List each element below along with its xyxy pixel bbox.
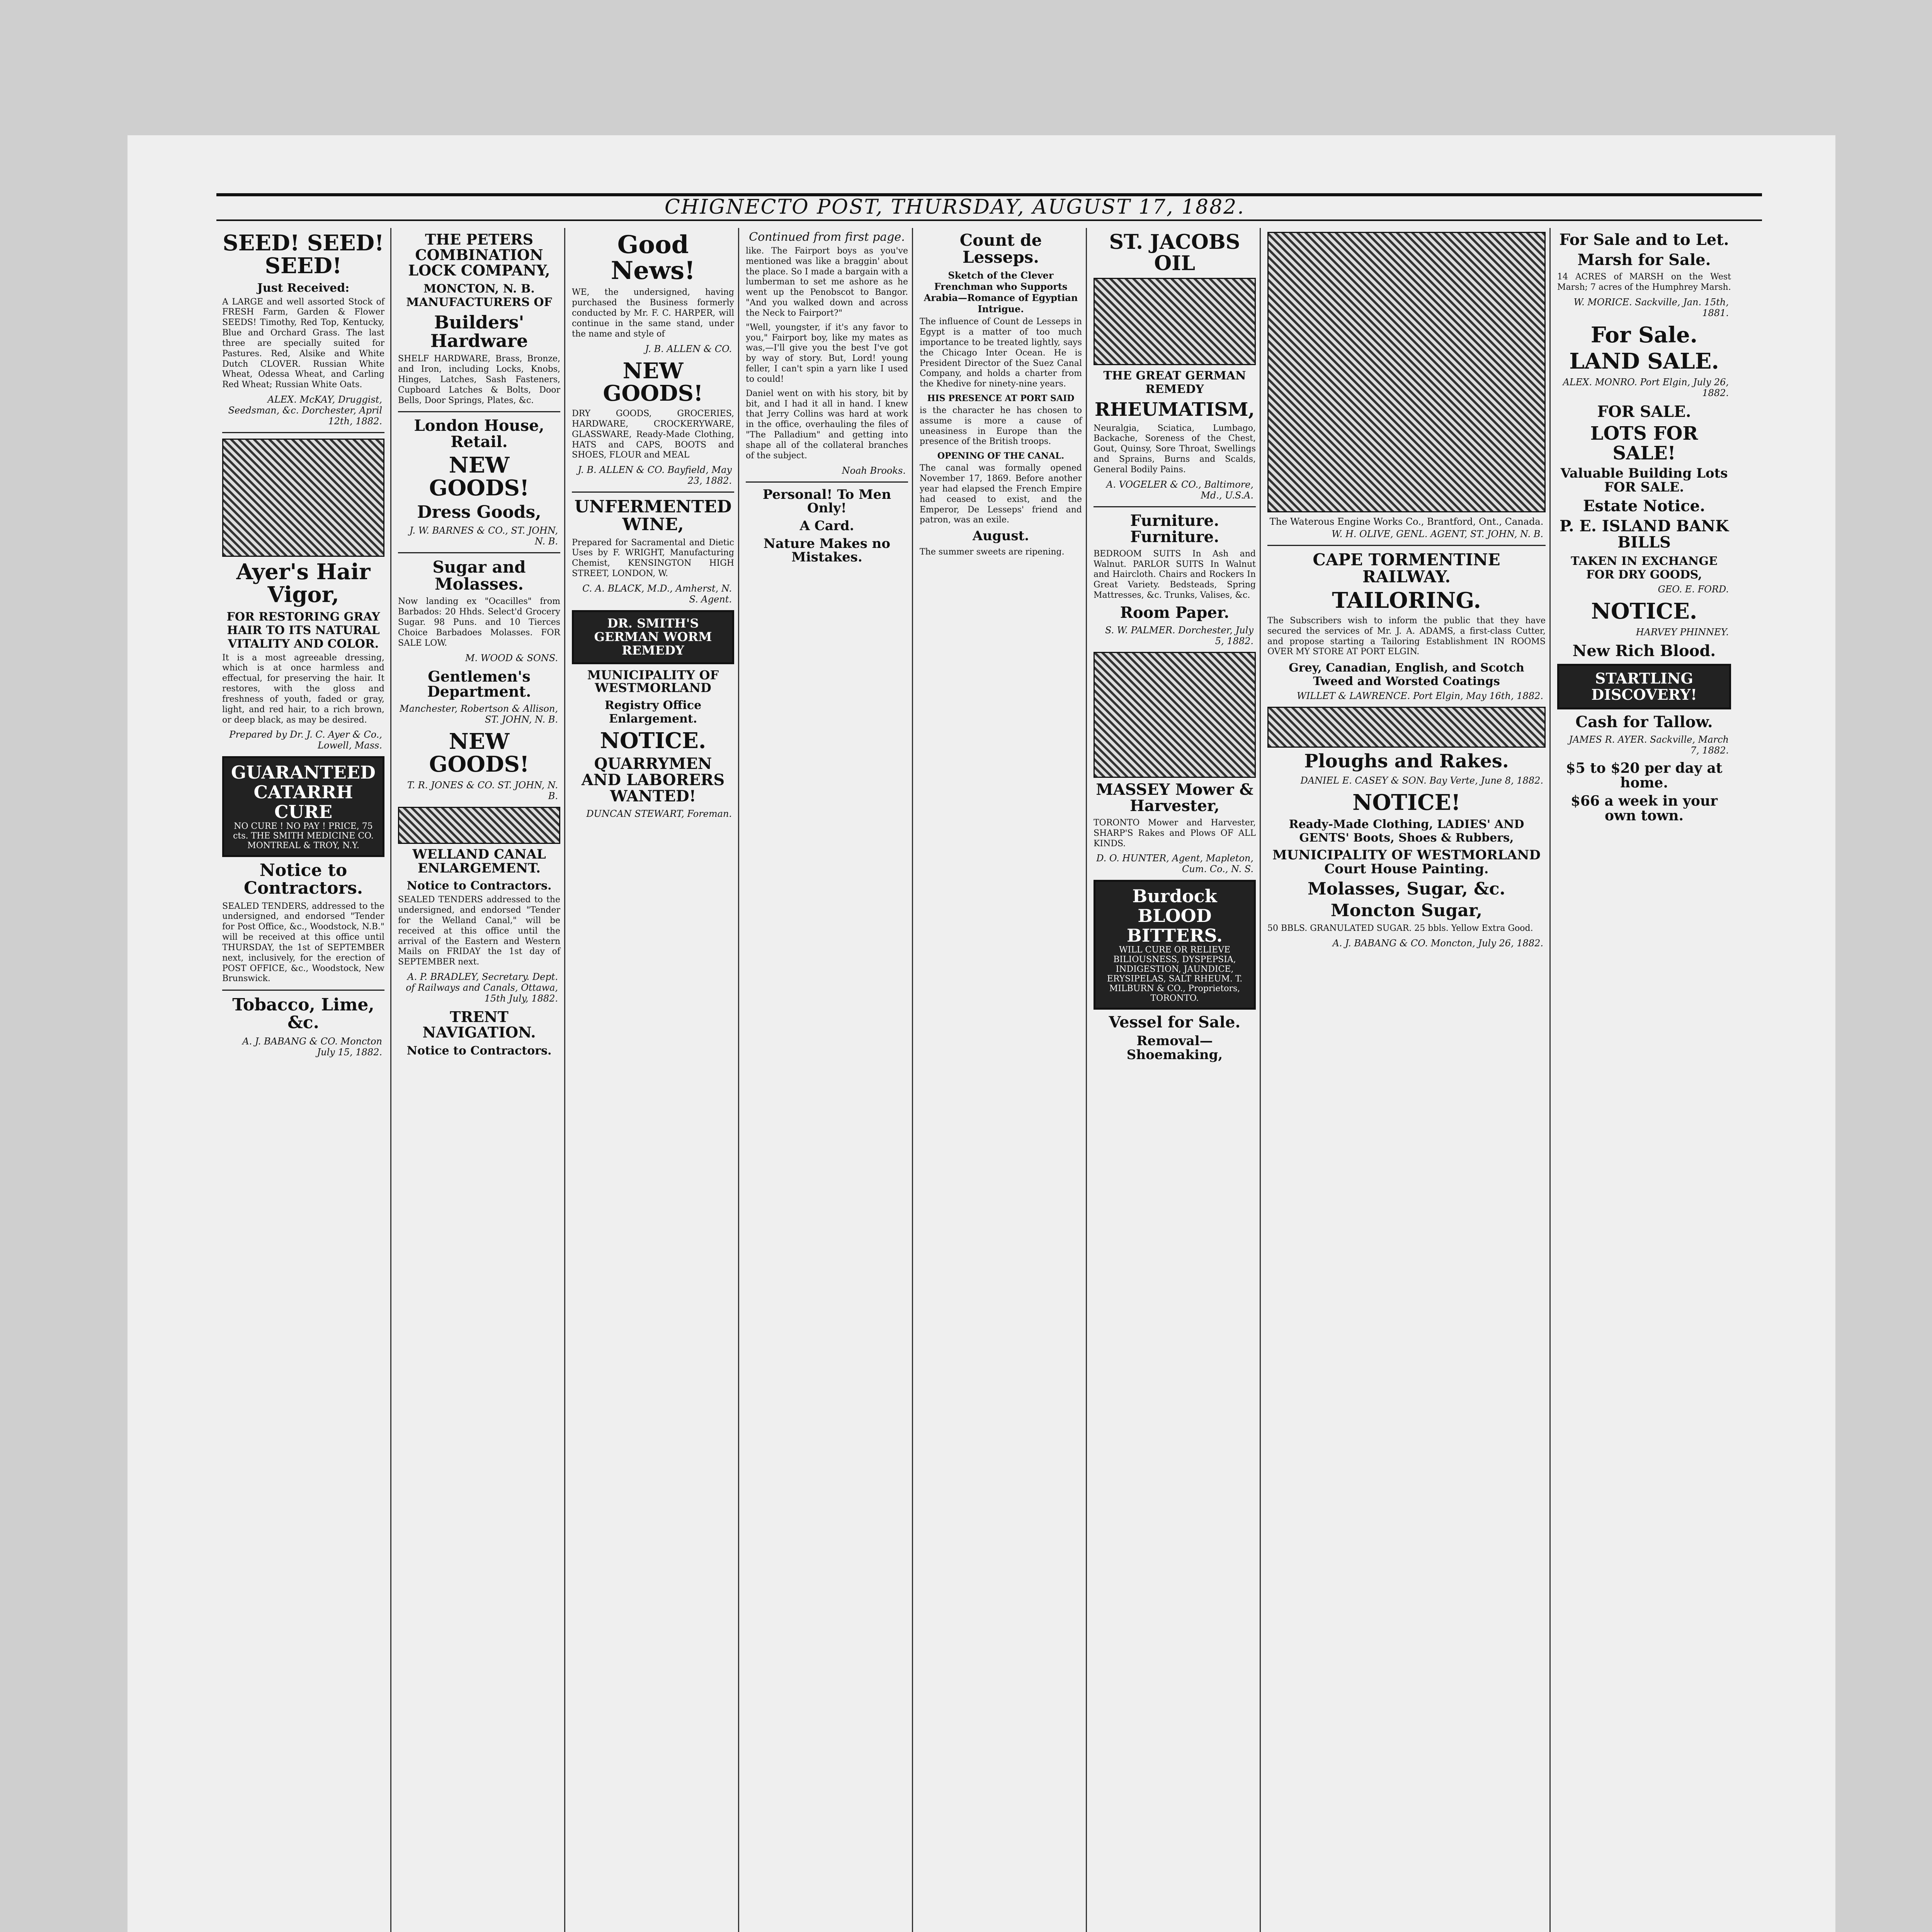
notice-headline: NOTICE! xyxy=(1352,789,1461,815)
sugar-molasses-headline: Sugar and Molasses. xyxy=(432,558,526,594)
column-rule xyxy=(390,228,391,1932)
continued-note: Continued from first page. xyxy=(749,230,905,244)
five-dollars-headline: $5 to $20 per day at home. xyxy=(1566,760,1723,791)
babang-signature: A. J. BABANG & CO. Moncton, July 26, 1882. xyxy=(1332,938,1543,949)
wine-body: Prepared for Sacramental and Dietic Uses by F. WRIGHT, Manufacturing Chemist, KENSINGTON HIGH STREET, LONDON, W. xyxy=(572,537,734,579)
column-rule xyxy=(912,228,913,1932)
catarrh-body: NO CURE ! NO PAY ! PRICE, 75 cts. THE SMITH MEDICINE CO. MONTREAL & TROY, N.Y. xyxy=(233,821,374,851)
burdock-body: WILL CURE OR RELIEVE BILIOUSNESS, DYSPEPSIA, INDIGESTION, JAUNDICE, ERYSIPELAS, SALT RHEUM. T. MILBURN & CO., Proprietors, TORONTO. xyxy=(1107,945,1243,1003)
lesseps-headline: Count de Lesseps. xyxy=(959,231,1042,267)
morice-signature: W. MORICE. Sackville, Jan. 15th, 1881. xyxy=(1573,296,1729,318)
dress-goods-headline: Dress Goods, xyxy=(417,502,541,522)
worm-remedy-ad xyxy=(572,610,734,664)
monro-signature: ALEX. MONRO. Port Elgin, July 26, 1882. xyxy=(1563,377,1729,399)
pei-bank-headline: P. E. ISLAND BANK BILLS xyxy=(1560,517,1729,552)
divider xyxy=(746,481,908,483)
divider xyxy=(222,990,384,991)
woman-portrait-image xyxy=(222,439,384,557)
ford-signature: GEO. E. FORD. xyxy=(1658,584,1729,595)
massey-body: TORONTO Mower and Harvester, SHARP'S Rakes and Plows OF ALL KINDS. xyxy=(1094,818,1256,849)
allen-goods-body: DRY GOODS, GROCERIES, HARDWARE, CROCKERYWARE, GLASSWARE, Ready-Made Clothing, HATS and CAPS, BOOTS and SHOES, FLOUR and MEAL xyxy=(572,409,734,460)
fire-engine-illustration-image xyxy=(1267,232,1546,512)
story-paragraph-1: like. The Fairport boys as you've mentioned was like a braggin' about the place. So I made a bargain with a lumberman to set me ashore as he went up the Penobscot to Bangor. "And you walked down and across the Neck to Fairport?" xyxy=(746,246,908,318)
court-house-headline: MUNICIPALITY OF WESTMORLAND Court House Painting. xyxy=(1272,847,1541,877)
lock-company-body: SHELF HARDWARE, Brass, Bronze, and Iron, including Locks, Knobs, Hinges, Latches, Sash Fasteners, Cupboard Latches & Bolts, Door Bells, Door Springs, Plates, &c. xyxy=(398,354,560,405)
removal-headline: Removal—Shoemaking, xyxy=(1126,1033,1223,1063)
trent-headline: TRENT NAVIGATION. xyxy=(422,1008,536,1041)
furniture-body: BEDROOM SUITS In Ash and Walnut. PARLOR SUITS In Walnut and Haircloth. Chairs and Rockers In Great Variety. Bedsteads, Spring Mattresses, &c. Trunks, Valises, &c. xyxy=(1094,549,1256,600)
building-lots-headline: Valuable Building Lots FOR SALE. xyxy=(1560,466,1728,495)
catarrh-title: GUARANTEED CATARRH CURE xyxy=(231,762,376,822)
welland-subhead: Notice to Contractors. xyxy=(406,879,552,893)
startling-title: STARTLING DISCOVERY! xyxy=(1591,670,1697,703)
clothing-subhead: Ready-Made Clothing, LADIES' AND GENTS' Boots, Shoes & Rubbers, xyxy=(1289,818,1524,845)
marsh-body: 14 ACRES of MARSH on the West Marsh; 7 acres of the Humphrey Marsh. xyxy=(1557,272,1731,292)
allen-signature: J. B. ALLEN & CO. xyxy=(645,343,732,354)
card-headline: A Card. xyxy=(799,518,854,534)
for-sale-headline: For Sale. xyxy=(1590,322,1698,348)
seed-signature: ALEX. McKAY, Druggist, Seedsman, &c. Dorchester, April 12th, 1882. xyxy=(228,394,382,427)
masthead-title: CHIGNECTO POST, THURSDAY, AUGUST 17, 1882. xyxy=(665,196,1245,219)
willet-signature: WILLET & LAWRENCE. Port Elgin, May 16th, 1882. xyxy=(1297,690,1543,702)
waterous-caption: The Waterous Engine Works Co., Brantford, Ont., Canada. xyxy=(1269,516,1544,527)
for-sale-headline-2: FOR SALE. xyxy=(1597,403,1691,421)
canal-engraving-image xyxy=(398,807,560,844)
german-remedy-subhead: THE GREAT GERMAN REMEDY xyxy=(1103,369,1246,396)
marsh-headline: Marsh for Sale. xyxy=(1577,251,1711,269)
lock-company-headline: THE PETERS COMBINATION LOCK COMPANY, xyxy=(408,231,550,279)
column-rule xyxy=(1260,228,1261,1932)
column-5 xyxy=(916,228,1086,1932)
map-illustration-image xyxy=(1094,652,1256,778)
ayer-signature: JAMES R. AYER. Sackville, March 7, 1882. xyxy=(1569,734,1729,756)
furniture-headline: Furniture. Furniture. xyxy=(1130,511,1219,546)
august-headline: August. xyxy=(972,528,1029,544)
for-sale-let-headline: For Sale and to Let. xyxy=(1559,231,1729,249)
moncton-sugar-headline: Moncton Sugar, xyxy=(1330,901,1483,921)
tallow-headline: Cash for Tallow. xyxy=(1575,713,1713,731)
seed-headline: SEED! SEED! SEED! xyxy=(223,230,384,279)
massey-headline: MASSEY Mower & Harvester, xyxy=(1096,780,1253,815)
good-news-headline: Good News! xyxy=(611,230,696,286)
tobacco-headline: Tobacco, Lime, &c. xyxy=(232,995,374,1033)
column-3 xyxy=(568,228,738,1932)
trent-subhead: Notice to Contractors. xyxy=(406,1044,552,1058)
lots-headline: LOTS FOR SALE! xyxy=(1590,423,1698,464)
new-goods-headline: NEW GOODS! xyxy=(603,358,703,406)
seed-subhead: Just Received: xyxy=(257,281,350,295)
masthead xyxy=(216,193,1762,221)
room-paper-headline: Room Paper. xyxy=(1120,603,1230,622)
burdock-title: Burdock BLOOD BITTERS. xyxy=(1126,886,1223,946)
port-said-subhead: HIS PRESENCE AT PORT SAID xyxy=(927,393,1075,403)
vessel-headline: Vessel for Sale. xyxy=(1109,1013,1241,1032)
personal-headline: Personal! To Men Only! xyxy=(762,486,891,516)
wood-signature: M. WOOD & SONS. xyxy=(465,652,558,663)
divider xyxy=(1267,545,1546,546)
new-goods-headline: NEW GOODS! xyxy=(429,729,529,777)
sixty-six-headline: $66 a week in your own town. xyxy=(1570,793,1718,824)
london-house-headline: London House, Retail. xyxy=(414,417,544,451)
moncton-sugar-body: 50 BBLS. GRANULATED SUGAR. 25 bbls. Yellow Extra Good. xyxy=(1267,923,1533,934)
jacobs-oil-headline: ST. JACOBS OIL xyxy=(1109,230,1240,275)
startling-discovery-ad xyxy=(1557,664,1731,709)
builders-hardware-headline: Builders' Hardware xyxy=(430,311,528,351)
welland-headline: WELLAND CANAL ENLARGEMENT. xyxy=(412,846,546,876)
column-rule xyxy=(564,228,565,1932)
nature-headline: Nature Makes no Mistakes. xyxy=(763,536,891,565)
allen-date-signature: J. B. ALLEN & CO. Bayfield, May 23, 1882. xyxy=(578,464,732,486)
hair-vigor-signature: Prepared by Dr. J. C. Ayer & Co., Lowell, Mass. xyxy=(229,729,382,751)
divider xyxy=(1094,506,1256,507)
column-4 xyxy=(742,228,912,1932)
divider xyxy=(398,552,560,553)
august-body: The summer sweets are ripening. xyxy=(920,547,1065,557)
hunter-signature: D. O. HUNTER, Agent, Mapleton, Cum. Co., N. S. xyxy=(1096,853,1253,875)
quarrymen-headline: QUARRYMEN AND LABORERS WANTED! xyxy=(581,755,725,806)
story-author: Noah Brooks. xyxy=(842,465,906,476)
wine-headline: UNFERMENTED WINE, xyxy=(574,497,732,535)
plough-illustration-image xyxy=(1267,707,1546,748)
molasses-headline: Molasses, Sugar, &c. xyxy=(1308,879,1505,899)
lesseps-subhead: Sketch of the Clever Frenchman who Supports Arabia—Romance of Egyptian Intrigue. xyxy=(923,270,1078,315)
rich-blood-headline: New Rich Blood. xyxy=(1572,642,1716,660)
lock-company-subhead: MONCTON, N. B. MANUFACTURERS OF xyxy=(406,282,552,309)
worm-remedy-title: DR. SMITH'S GERMAN WORM REMEDY xyxy=(594,616,712,658)
sugar-molasses-body: Now landing ex "Ocacilles" from Barbados: 20 Hhds. Select'd Grocery Sugar. 98 Puns. and 10 Tierces Choice Barbadoes Molasses. FOR SALE LOW. xyxy=(398,597,560,648)
contractors-headline: Notice to Contractors. xyxy=(243,861,363,898)
column-2 xyxy=(394,228,564,1932)
hair-vigor-headline: Ayer's Hair Vigor, xyxy=(236,559,371,607)
burdock-bitters-ad xyxy=(1094,880,1256,1010)
vogeler-signature: A. VOGELER & CO., Baltimore, Md., U.S.A. xyxy=(1106,479,1253,501)
tobacco-signature: A. J. BABANG & CO. Moncton July 15, 1882. xyxy=(242,1036,382,1058)
good-news-body: WE, the undersigned, having purchased the Business formerly conducted by Mr. F. C. HARPER, will continue in the same stand, under the name and style of xyxy=(572,287,734,339)
ploughs-headline: Ploughs and Rakes. xyxy=(1304,750,1509,772)
tailoring-headline: TAILORING. xyxy=(1332,588,1481,614)
gentlemens-headline: Gentlemen's Department. xyxy=(427,667,531,701)
tailoring-body: The Subscribers wish to inform the public that they have secured the services of Mr. J. A. ADAMS, a first-class Cutter, and propose starting a Tailoring Establishment IN ROOMS OVER MY STORE AT PORT ELGIN. xyxy=(1267,616,1546,657)
jones-signature: T. R. JONES & CO. ST. JOHN, N. B. xyxy=(407,779,558,801)
dry-goods-subhead: TAKEN IN EXCHANGE FOR DRY GOODS, xyxy=(1571,554,1718,582)
divider xyxy=(398,411,560,412)
palmer-signature: S. W. PALMER. Dorchester, July 5, 1882. xyxy=(1105,624,1253,646)
hair-vigor-body: It is a most agreeable dressing, which is at once harmless and effectual, for preserving the hair. It restores, with the gloss and freshness of youth, faded or gray, light, and red hair, to a rich brown, or deep black, as may be desired. xyxy=(222,653,384,725)
seed-body: A LARGE and well assorted Stock of FRESH Farm, Garden & Flower SEEDS! Timothy, Red Top, Kentucky, Blue and Orchard Grass. The last three are specially suited for Pastures. Red, Alsike and White Dutch CLOVER. Russian White Wheat, Odessa Wheat, and Carling Red Wheat; Russian White Oats. xyxy=(222,297,384,390)
column-rule xyxy=(1086,228,1087,1932)
phinney-signature: HARVEY PHINNEY. xyxy=(1636,627,1729,638)
hair-vigor-subhead: FOR RESTORING GRAY HAIR TO ITS NATURAL VITALITY AND COLOR. xyxy=(226,610,380,651)
rheumatism-headline: RHEUMATISM, xyxy=(1094,399,1255,421)
black-signature: C. A. BLACK, M.D., Amherst, N. S. Agent. xyxy=(582,583,732,605)
lesseps-body-2: is the character he has chosen to assume is more a cause of uneasiness in Europe than the presence of the British troops. xyxy=(920,405,1082,447)
divider xyxy=(572,492,734,493)
carriage-illustration-image xyxy=(1094,278,1256,365)
olive-signature: W. H. OLIVE, GENL. AGENT, ST. JOHN, N. B. xyxy=(1332,529,1543,539)
column-6 xyxy=(1090,228,1260,1932)
column-rule xyxy=(738,228,739,1932)
manchester-signature: Manchester, Robertson & Allison, ST. JOHN, N. B. xyxy=(400,703,558,725)
registry-subhead: Registry Office Enlargement. xyxy=(604,698,702,726)
stewart-signature: DUNCAN STEWART, Foreman. xyxy=(586,808,732,820)
story-paragraph-2: "Well, youngster, if it's any favor to you," Fairport boy, like my mates as was,—I'll give you the best I've got by way of story. But, Lord! young feller, I can't spin a yarn like I used to could! xyxy=(746,322,908,384)
column-7 xyxy=(1264,228,1549,1932)
notice-headline: NOTICE. xyxy=(1591,599,1697,624)
westmorland-headline: MUNICIPALITY OF WESTMORLAND xyxy=(587,667,719,696)
tormentine-headline: CAPE TORMENTINE RAILWAY. xyxy=(1313,550,1500,587)
divider xyxy=(222,432,384,433)
canal-opening-subhead: OPENING OF THE CANAL. xyxy=(937,451,1065,461)
bradley-signature: A. P. BRADLEY, Secretary. Dept. of Railways and Canals, Ottawa, 15th July, 1882. xyxy=(406,971,558,1004)
welland-body: SEALED TENDERS addressed to the undersigned, and endorsed "Tender for the Welland Canal," will be received at this office until the arrival of the Eastern and Western Mails on FRIDAY the 1st day of SEPTEMBER next. xyxy=(398,895,560,967)
newspaper-page xyxy=(128,135,1835,1932)
story-paragraph-3: Daniel went on with his story, bit by bit, and I had it all in hand. I knew that Jerry Collins was hard at work in the office, overhauling the files of "The Palladium" and getting into shape all of the collateral branches of the subject. xyxy=(746,388,908,461)
tweed-subhead: Grey, Canadian, English, and Scotch Tweed and Worsted Coatings xyxy=(1289,661,1524,689)
new-goods-headline: NEW GOODS! xyxy=(429,452,529,501)
catarrh-cure-ad xyxy=(222,756,384,857)
jacobs-oil-body: Neuralgia, Sciatica, Lumbago, Backache, Soreness of the Chest, Gout, Quinsy, Sore Throat, Swellings and Sprains, Burns and Scalds, General Bodily Pains. xyxy=(1094,423,1256,474)
column-8 xyxy=(1553,228,1735,1932)
casey-signature: DANIEL E. CASEY & SON. Bay Verte, June 8, 1882. xyxy=(1300,775,1543,786)
lesseps-body-3: The canal was formally opened November 17, 1869. Before another year had elapsed the French Empire had ceased to exist, and the Emperor, De Lesseps' friend and patron, was an exile. xyxy=(920,463,1082,525)
notice-headline: NOTICE. xyxy=(600,728,706,753)
contractors-body: SEALED TENDERS, addressed to the undersigned, and endorsed "Tender for Post Office, &c., Woodstock, N.B." will be received at this office until THURSDAY, the 1st of SEPTEMBER next, inclusively, for the erection of POST OFFICE, &c., Woodstock, New Brunswick. xyxy=(222,901,384,984)
estate-headline: Estate Notice. xyxy=(1583,497,1705,515)
land-sale-headline: LAND SALE. xyxy=(1569,349,1719,374)
barnes-signature: J. W. BARNES & CO., ST. JOHN, N. B. xyxy=(409,525,558,547)
column-1 xyxy=(218,228,388,1932)
lesseps-body-1: The influence of Count de Lesseps in Egypt is a matter of too much importance to be treated lightly, says the Chicago Inter Ocean. He is President Director of the Suez Canal Company, and holds a charter from the Khedive for ninety-nine years. xyxy=(920,317,1082,389)
column-rule xyxy=(1549,228,1551,1932)
